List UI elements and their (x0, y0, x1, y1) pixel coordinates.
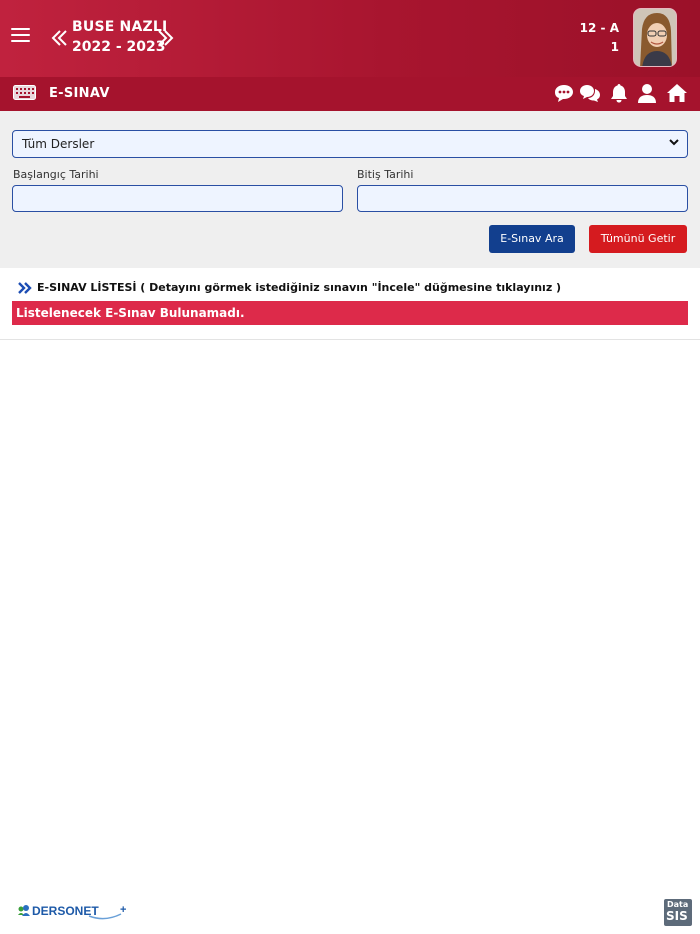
keyboard-icon (13, 85, 36, 100)
previous-year-icon[interactable] (51, 28, 67, 48)
school-year: 2022 - 2023 (72, 39, 166, 55)
avatar[interactable] (633, 8, 677, 67)
datasis-logo (664, 899, 692, 926)
divider (0, 339, 700, 340)
start-date-field[interactable] (12, 185, 343, 212)
start-date-label: Başlangıç Tarihi (13, 168, 99, 181)
menu-icon[interactable] (11, 28, 30, 46)
empty-list-alert: Listelenecek E-Sınav Bulunamadı. (12, 301, 688, 325)
course-select-value: Tüm Dersler (22, 137, 95, 151)
chevron-down-icon (669, 137, 679, 147)
get-all-button[interactable]: Tümünü Getir (589, 225, 687, 253)
double-chevron-right-icon (18, 282, 32, 294)
course-select[interactable] (12, 130, 688, 158)
class-number: 1 (610, 40, 619, 54)
search-exam-button[interactable]: E-Sınav Ara (489, 225, 575, 253)
module-bar (0, 77, 700, 111)
user-icon[interactable] (636, 82, 658, 104)
datasis-logo-bottom: SIS (666, 909, 688, 923)
next-year-icon[interactable] (158, 28, 174, 48)
exam-list-title: E-SINAV LİSTESİ ( Detayını görmek istediğiniz sınavın "İncele" düğmesine tıklayınız ) (37, 281, 562, 294)
page-title: E-SINAV (49, 86, 110, 101)
chat-icon[interactable] (579, 82, 601, 104)
student-photo-icon (634, 9, 677, 67)
end-date-label: Bitiş Tarihi (357, 168, 414, 181)
dersonet-logo (17, 902, 129, 922)
home-icon[interactable] (666, 82, 688, 104)
filter-panel (0, 111, 700, 268)
end-date-field[interactable] (357, 185, 688, 212)
class-label: 12 - A (579, 21, 619, 35)
datasis-logo-top: Data (667, 900, 689, 909)
exam-list-heading (18, 281, 561, 294)
message-icon[interactable] (553, 82, 575, 104)
bell-icon[interactable] (608, 82, 630, 104)
svg-text:+: + (120, 904, 127, 916)
dersonet-logo-text: DERSONET (32, 904, 99, 918)
app-header (0, 0, 700, 77)
student-name: BUSE NAZLI (72, 19, 168, 35)
